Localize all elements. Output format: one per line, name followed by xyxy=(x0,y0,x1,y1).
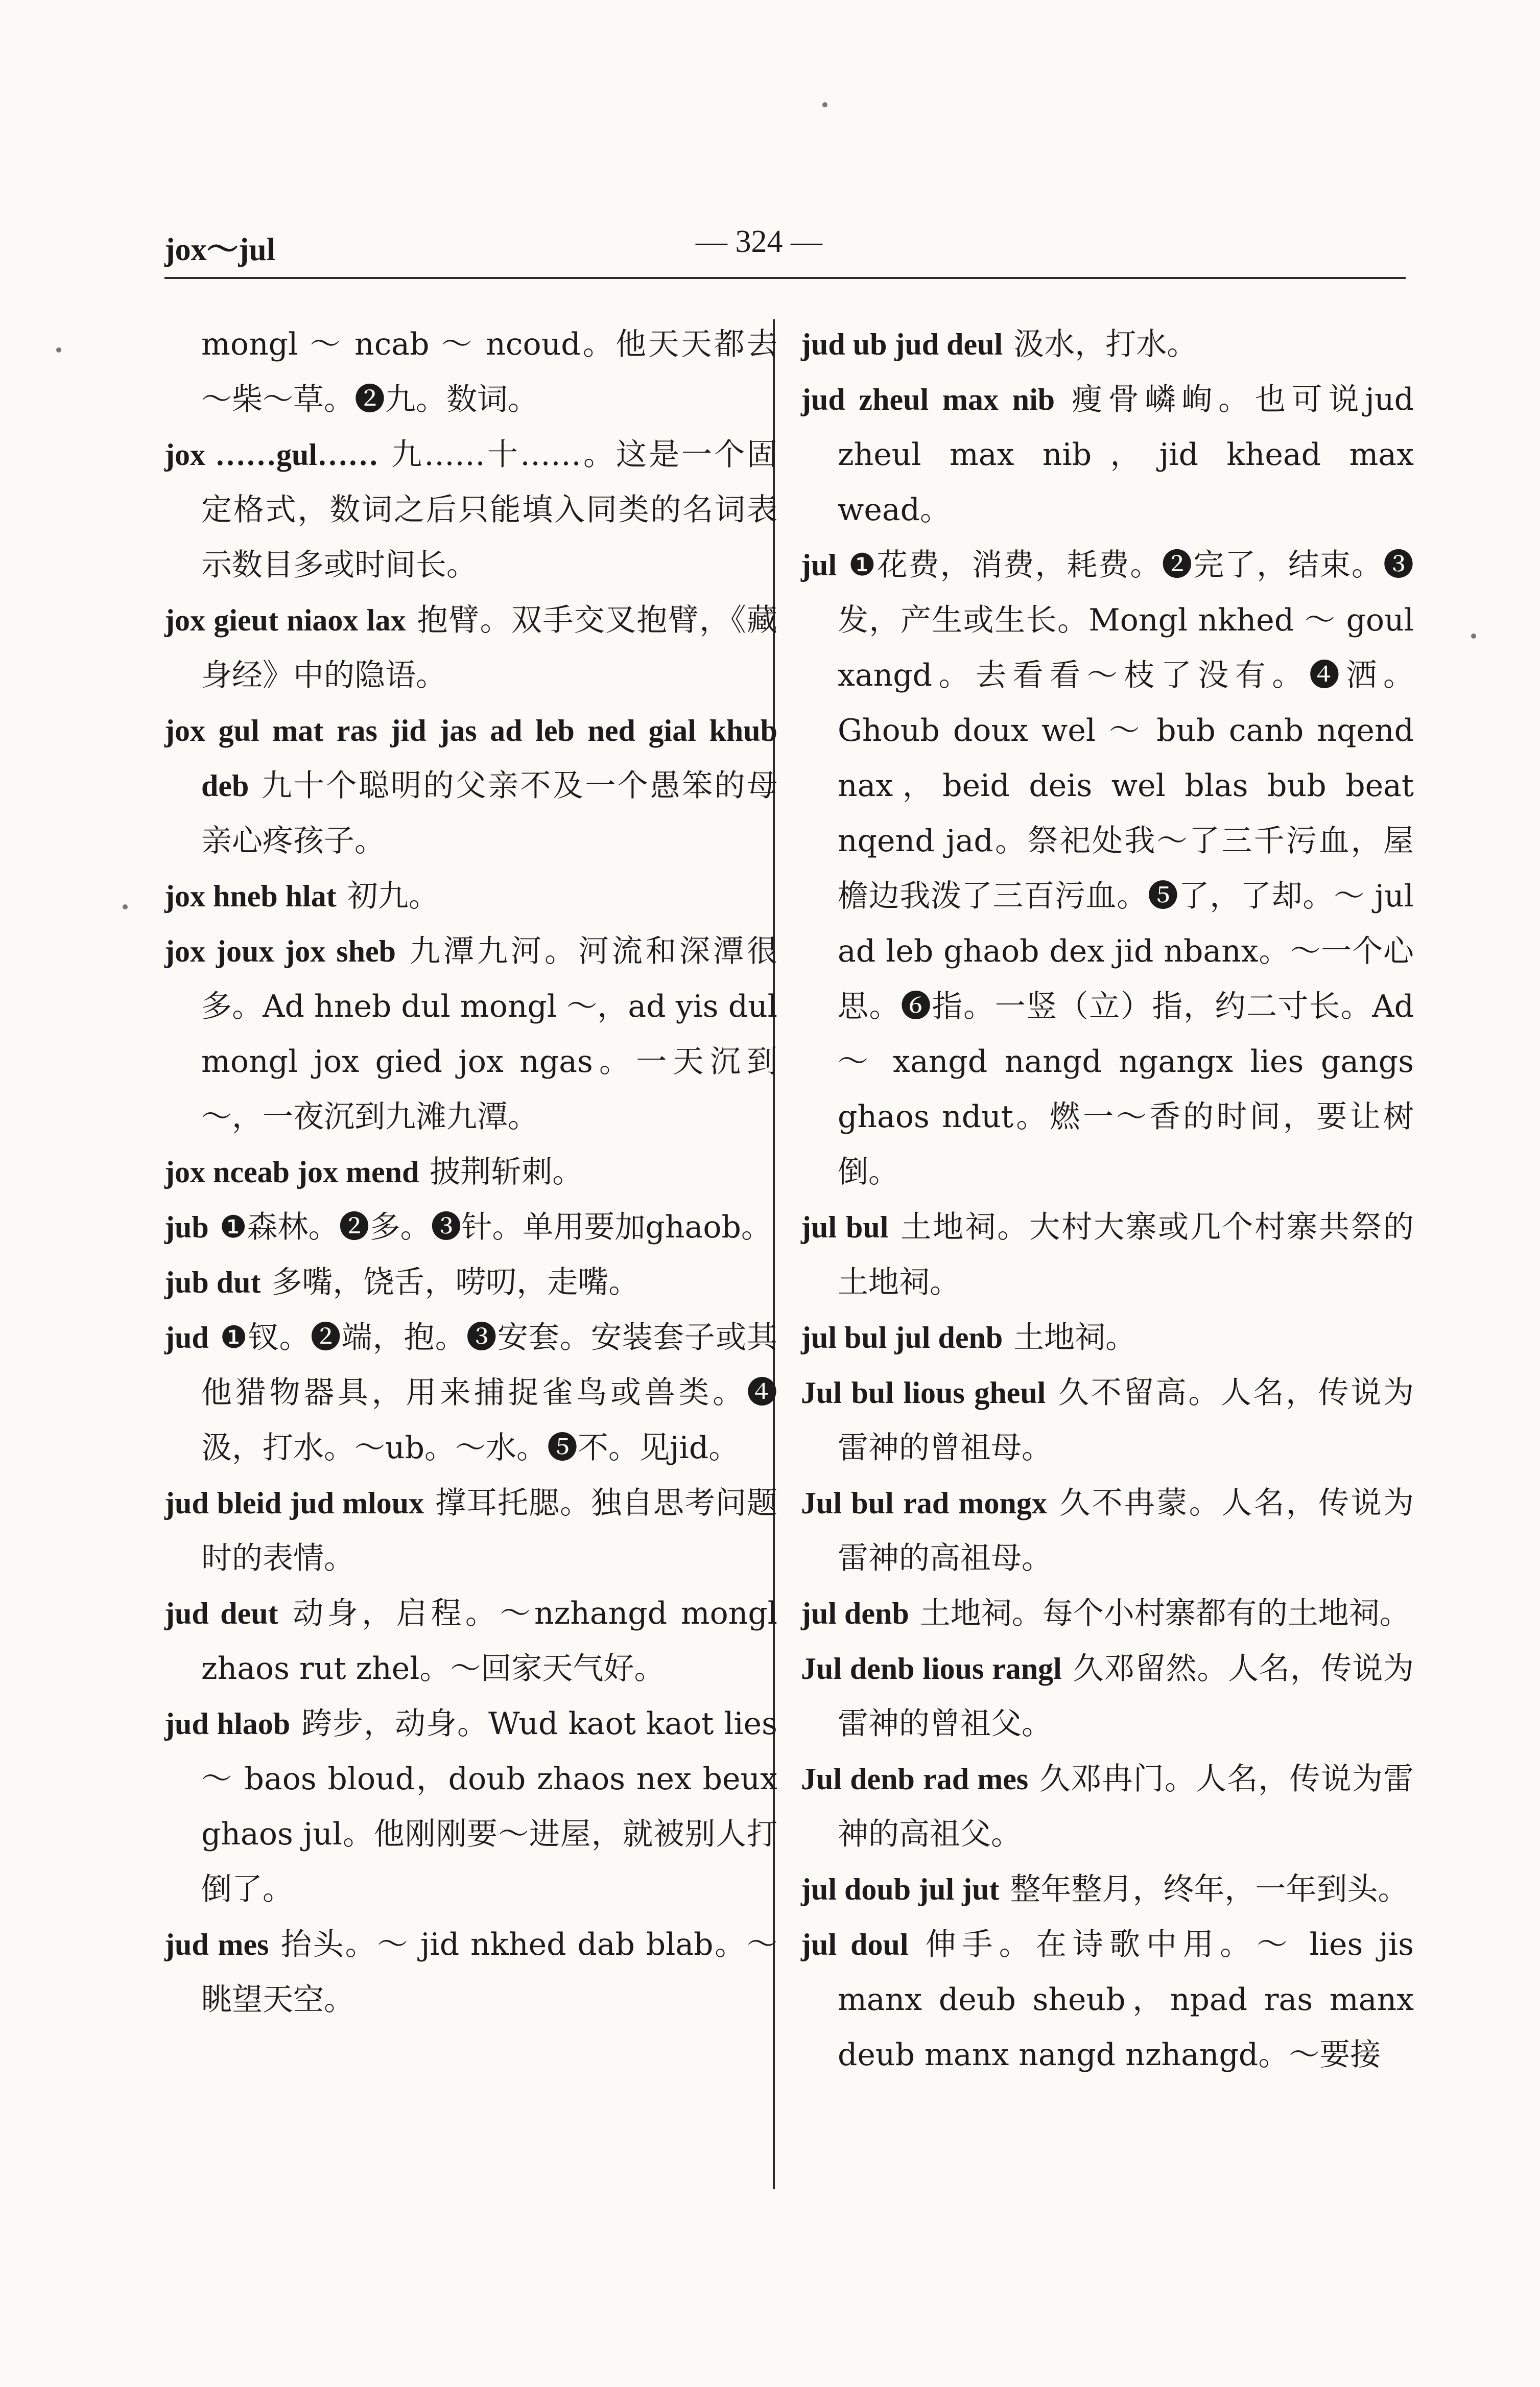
entry xyxy=(801,1862,1414,1917)
entry-definition: ❶森林。❷多。❸针。单用要加ghaob。 xyxy=(219,1209,772,1245)
entry-headword: jox joux jox sheb xyxy=(164,934,396,968)
entry xyxy=(801,537,1414,1200)
entry-headword: jul bul jul denb xyxy=(801,1321,1003,1354)
entry xyxy=(164,1917,777,2027)
entry xyxy=(801,1641,1414,1751)
entry-headword: jox ……gul…… xyxy=(164,438,379,472)
entry-definition: 抱臂。双手交叉抱臂，《藏身经》中的隐语。 xyxy=(201,602,778,693)
entry xyxy=(801,1200,1414,1310)
entry-definition: 撑耳托腮。独自思考问题时的表情。 xyxy=(201,1485,778,1576)
entry-headword: jul xyxy=(801,548,837,582)
entry-definition: 初九。 xyxy=(347,878,439,914)
entry-definition: 土地祠。 xyxy=(1013,1320,1136,1355)
entry-headword: jud xyxy=(164,1321,209,1354)
entry xyxy=(164,593,777,703)
entry-headword: Jul bul lious gheul xyxy=(801,1376,1046,1410)
page-header xyxy=(164,215,1406,276)
entry-headword: jub dut xyxy=(164,1266,261,1299)
right-column xyxy=(801,317,1414,2082)
header-rule xyxy=(164,277,1406,279)
entry-headword: jox nceab jox mend xyxy=(164,1155,419,1189)
entry-definition: 动身，启程。～nzhangd mongl zhaos rut zhel。～回家天气好。 xyxy=(201,1596,777,1687)
entry xyxy=(801,1586,1414,1641)
entry-headword: jud bleid jud mloux xyxy=(164,1486,424,1520)
entry-definition: 土地祠。大村大寨或几个村寨共祭的土地祠。 xyxy=(838,1209,1414,1300)
entry xyxy=(164,924,777,1144)
entry-definition: 瘦骨嶙峋。也可说jud zheul max nib，jid khead max wead。 xyxy=(838,382,1414,528)
entry-headword: jul doul xyxy=(801,1928,909,1961)
entry-definition: 伸手。在诗歌中用。～ lies jis manx deub sheub，npad ras manx deub manx nangd nzhangd。～要接 xyxy=(838,1927,1414,2073)
entry-definition: 整年整月，终年，一年到头。 xyxy=(1010,1871,1409,1907)
header-entry-range: jox～jul xyxy=(164,232,276,267)
entry-definition: ❶花费，消费，耗费。❷完了，结束。❸发，产生或生长。Mongl nkhed ～ goul xangd。去看看～枝了没有。❹洒。Ghoub doux wel ～ bub canb nqend nax，beid deis wel blas bub beat nqend jad。祭祀处我～了三千污血，屋檐边我泼了三百污血。❺了，了却。～ jul ad leb ghaob dex jid nbanx。～一个心思。❻指。一竖（立）指，约二寸长。Ad ～ xangd nangd ngangx lies gangs ghaos ndut。燃一～香的时间，要让树倒。 xyxy=(838,547,1414,1190)
entry xyxy=(164,317,777,427)
scan-speck xyxy=(822,102,827,107)
entry-headword: jub xyxy=(164,1210,209,1244)
entry-headword: jud deut xyxy=(164,1597,278,1630)
entry xyxy=(164,1200,777,1255)
entry-definition: 披荆斩刺。 xyxy=(430,1154,583,1190)
entry xyxy=(801,1310,1414,1365)
entry-definition: 久不冉蒙。人名，传说为雷神的高祖母。 xyxy=(838,1485,1414,1576)
entry-definition: 九潭九河。河流和深潭很多。Ad hneb dul mongl ～，ad yis dul mongl jox gied jox ngas。一天沉到～，一夜沉到九滩九潭。 xyxy=(201,933,778,1135)
entry-definition: 久邓留然。人名，传说为雷神的曾祖父。 xyxy=(838,1651,1414,1742)
entry xyxy=(801,1365,1414,1476)
entry-definition: 汲水，打水。 xyxy=(1013,326,1198,362)
entry-headword: Jul denb lious rangl xyxy=(801,1652,1062,1686)
scan-speck xyxy=(123,904,128,909)
entry xyxy=(164,1696,777,1917)
entry-definition: 九十个聪明的父亲不及一个愚笨的母亲心疼孩子。 xyxy=(201,768,777,859)
entry-headword: jul doub jul jut xyxy=(801,1873,1000,1906)
scan-speck xyxy=(1471,634,1476,639)
entry-definition: 土地祠。每个小村寨都有的土地祠。 xyxy=(919,1596,1410,1631)
entry-headword: jox hneb hlat xyxy=(164,879,337,913)
header-page-number: — 324 — xyxy=(696,224,822,259)
entry-headword: Jul denb rad mes xyxy=(801,1762,1029,1796)
entry-definition: 抬头。～ jid nkhed dab blab。～眺望天空。 xyxy=(201,1927,777,2018)
entry xyxy=(164,1476,777,1586)
left-column xyxy=(164,317,777,2027)
entry-headword: jud zheul max nib xyxy=(801,383,1055,416)
entry-headword: jul denb xyxy=(801,1597,909,1630)
entry-definition: 久邓冉门。人名，传说为雷神的高祖父。 xyxy=(838,1761,1414,1852)
entry-headword: jud ub jud deul xyxy=(801,327,1003,361)
entry xyxy=(801,1476,1414,1586)
entry xyxy=(801,317,1414,372)
entry xyxy=(801,372,1414,537)
entry xyxy=(164,1586,777,1696)
entry xyxy=(164,1310,777,1476)
entry-definition: 跨步，动身。Wud kaot kaot lies ～ baos bloud，doub zhaos nex beux ghaos jul。他刚刚要～进屋，就被别人打倒了。 xyxy=(201,1706,777,1907)
entry xyxy=(801,1751,1414,1862)
entry xyxy=(164,1144,777,1200)
entry xyxy=(164,703,777,869)
entry-headword: Jul bul rad mongx xyxy=(801,1486,1047,1520)
entry xyxy=(164,869,777,924)
entry xyxy=(164,1255,777,1310)
entry-headword: jud mes xyxy=(164,1928,269,1961)
entry xyxy=(801,1917,1414,2082)
entry-definition: ❶钗。❷端，抱。❸安套。安装套子或其他猎物器具，用来捕捉雀鸟或兽类。❹汲，打水。～ub。～水。❺不。见jid。 xyxy=(201,1320,777,1466)
entry xyxy=(164,427,777,593)
entry-headword: jul bul xyxy=(801,1210,889,1244)
entry-definition: 九……十……。这是一个固定格式，数词之后只能填入同类的名词表示数目多或时间长。 xyxy=(201,437,778,583)
scan-speck xyxy=(56,347,61,353)
entry-headword: jox gul mat ras jid jas ad leb ned gial khub deb xyxy=(164,714,777,803)
entry-headword: jud hlaob xyxy=(164,1707,291,1741)
entry-definition: 多嘴，饶舌，唠叨，走嘴。 xyxy=(271,1265,639,1300)
entry-headword: jox gieut niaox lax xyxy=(164,603,406,637)
entry-definition: 久不留高。人名，传说为雷神的曾祖母。 xyxy=(838,1375,1414,1466)
entry-definition: mongl ～ ncab ～ ncoud。他天天都去～柴～草。❷九。数词。 xyxy=(201,326,777,417)
